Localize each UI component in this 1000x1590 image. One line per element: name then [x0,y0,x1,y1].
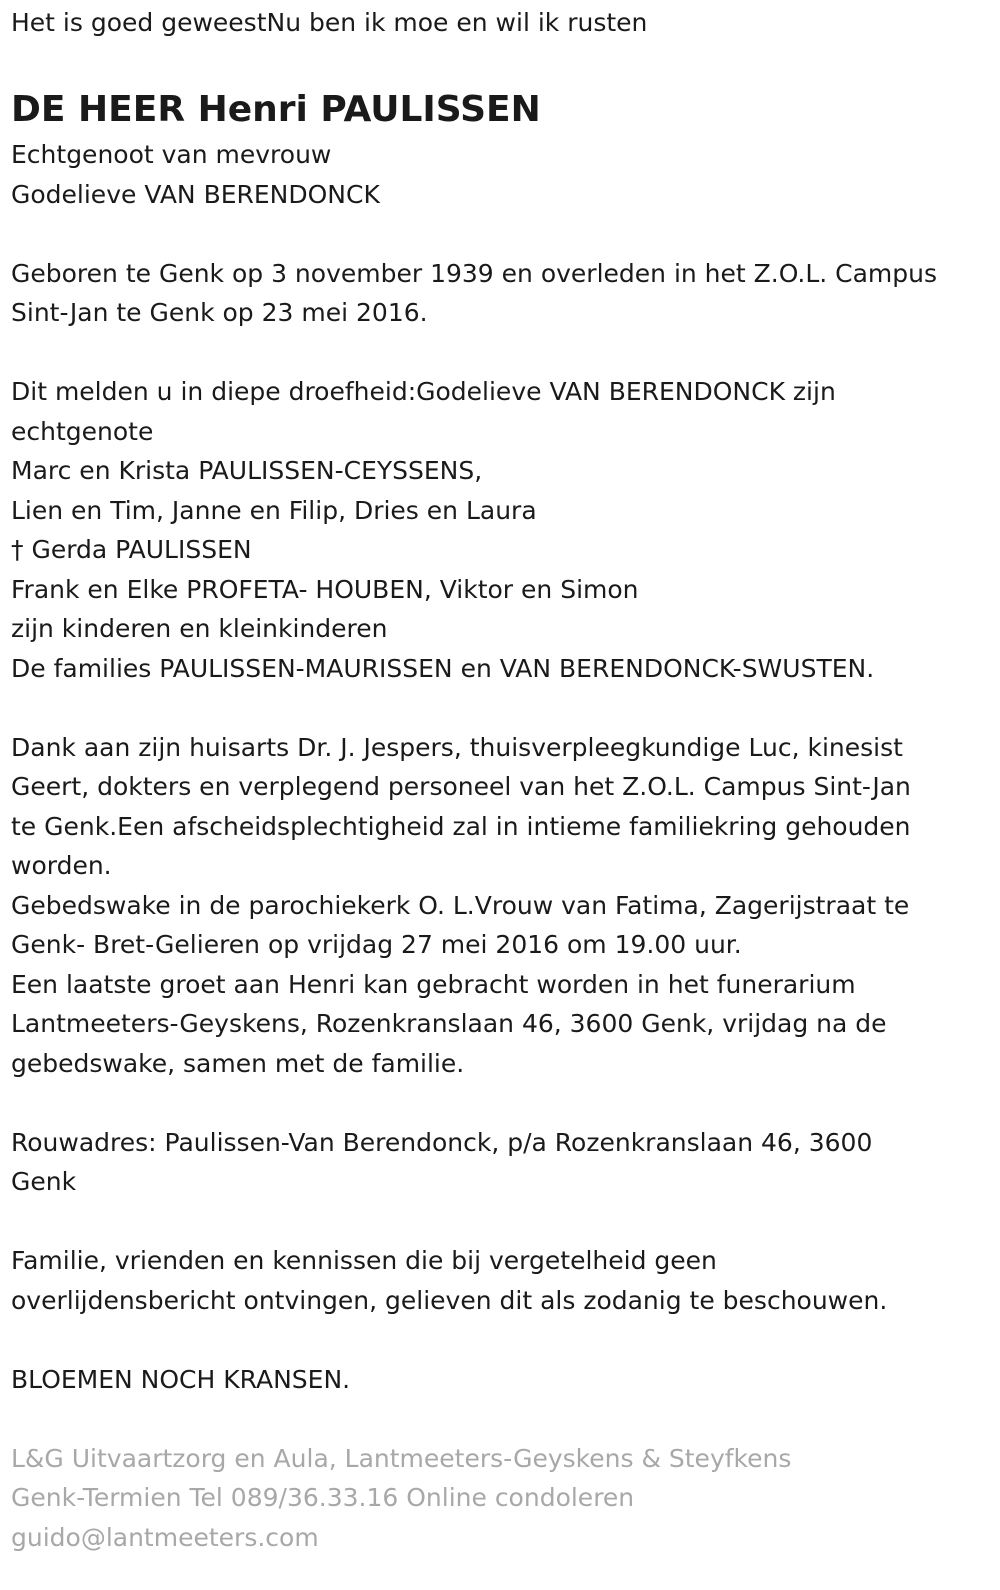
spacer [11,688,990,728]
funeral-home-footer [11,1439,990,1558]
mourning-address-line: Genk [11,1167,77,1196]
thanks-line: Genk- Bret-Gelieren op vrijdag 27 mei 2016 om 19.00 uur. [11,930,742,959]
thanks-line: Dank aan zijn huisarts Dr. J. Jespers, thuisverpleegkundige Luc, kinesist [11,732,903,762]
thanks-line: Een laatste groet aan Henri kan gebracht worden in het funerarium [11,969,856,999]
thanks-line: te Genk.Een afscheidsplechtigheid zal in intieme familiekring gehouden [11,811,911,841]
flowers-note: BLOEMEN NOCH KRANSEN. [11,1364,351,1394]
announcement-line: zijn kinderen en kleinkinderen [11,614,388,643]
announcement-line: † Gerda PAULISSEN [11,535,252,564]
thanks-line: gebedswake, samen met de familie. [11,1048,465,1078]
spacer [11,1399,990,1439]
thanks-services-block [11,728,990,1084]
notice-line: overlijdensbericht ontvingen, gelieven dit als zodanig te beschouwen. [11,1285,888,1315]
spouse-block [11,135,990,214]
thanks-line: Lantmeeters-Geyskens, Rozenkranslaan 46, 3600 Genk, vrijdag na de [11,1009,887,1038]
announcement-line: echtgenote [11,416,154,446]
spacer [11,214,990,254]
spacer [11,1083,990,1123]
mourning-address-block [11,1123,990,1202]
footer-line: Genk-Termien Tel 089/36.33.16 Online condoleren [11,1483,635,1512]
spacer [11,1320,990,1360]
thanks-line: worden. [11,851,112,880]
birth-death-line: Sint-Jan te Genk op 23 mei 2016. [11,298,428,327]
footer-line: L&G Uitvaartzorg en Aula, Lantmeeters-Geyskens & Steyfkens [11,1443,792,1473]
announcement-line: De families PAULISSEN-MAURISSEN en VAN BERENDONCK-SWUSTEN. [11,653,875,683]
spacer [11,333,990,373]
announcement-line: Lien en Tim, Janne en Filip, Dries en Laura [11,495,537,525]
deceased-name: DE HEER Henri PAULISSEN [11,89,541,130]
spacer [11,1202,990,1242]
announcement-block [11,372,990,688]
birth-death-line: Geboren te Genk op 3 november 1939 en overleden in het Z.O.L. Campus [11,258,938,288]
spouse-line: Echtgenoot van mevrouw [11,140,332,169]
motto: Het is goed geweestNu ben ik moe en wil ik rusten [11,8,648,37]
thanks-line: Geert, dokters en verplegend personeel van het Z.O.L. Campus Sint-Jan [11,772,911,801]
spouse-line: Godelieve VAN BERENDONCK [11,179,380,209]
thanks-line: Gebedswake in de parochiekerk O. L.Vrouw van Fatima, Zagerijstraat te [11,890,910,920]
footer-email: guido@lantmeeters.com [11,1522,319,1552]
mourning-address-line: Rouwadres: Paulissen-Van Berendonck, p/a Rozenkranslaan 46, 3600 [11,1127,873,1157]
birth-death-block [11,254,990,333]
announcement-line: Marc en Krista PAULISSEN-CEYSSENS, [11,456,483,485]
notice-block [11,1241,990,1320]
announcement-line: Dit melden u in diepe droefheid:Godelieve VAN BERENDONCK zijn [11,377,836,406]
notice-line: Familie, vrienden en kennissen die bij vergetelheid geen [11,1246,717,1275]
announcement-line: Frank en Elke PROFETA- HOUBEN, Viktor en Simon [11,574,639,604]
